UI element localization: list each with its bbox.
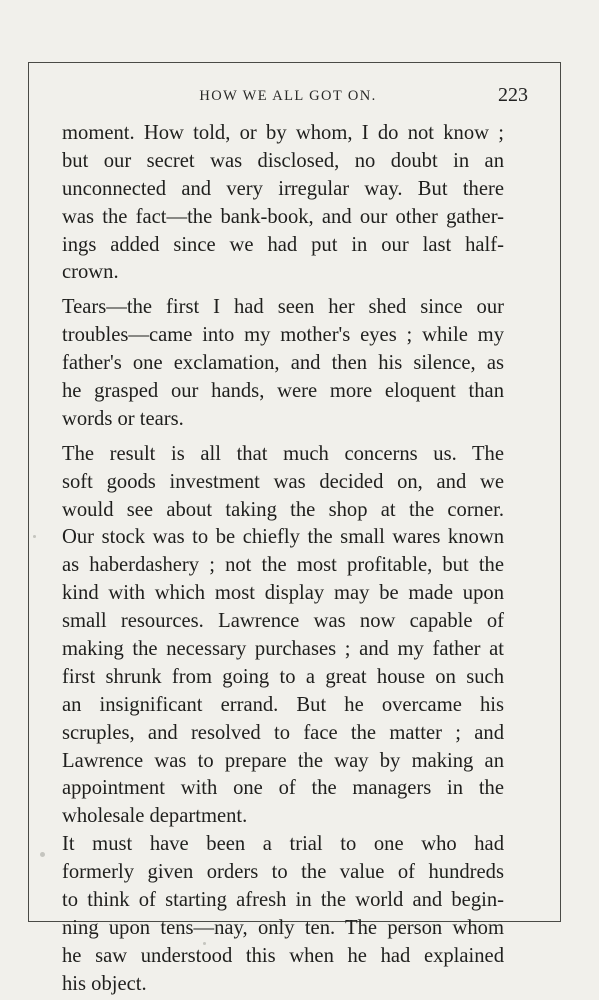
text-line: kind with which most display may be made upon: [62, 582, 504, 605]
text-line: soft goods investment was decided on, and we: [62, 470, 504, 493]
text-line: ings added since we had put in our last half-: [62, 233, 504, 256]
page-header: [62, 84, 528, 112]
text-line: moment. How told, or by whom, I do not know ;: [62, 122, 504, 144]
text-line: troubles—came into my mother's eyes ; while my: [62, 324, 504, 347]
text-line: was the fact—the bank-book, and our other gather-: [62, 205, 504, 228]
text-line: making the necessary purchases ; and my father at: [62, 638, 504, 661]
paragraph: [62, 120, 504, 287]
text-line: It must have been a trial to one who had: [62, 833, 504, 856]
text-line: Lawrence was to prepare the way by making an: [62, 749, 504, 772]
text-line: unconnected and very irregular way. But there: [62, 177, 504, 200]
text-line: to think of starting afresh in the world and begin-: [62, 889, 504, 912]
paper-speck: [203, 942, 206, 945]
text-line: words or tears.: [62, 407, 184, 430]
text-line: small resources. Lawrence was now capable of: [62, 610, 504, 633]
text-line: Tears—the first I had seen her shed since our: [62, 296, 504, 319]
paragraph: [62, 294, 504, 433]
text-line: his object.: [62, 972, 147, 995]
paragraph: [62, 831, 504, 998]
text-line: but our secret was disclosed, no doubt in an: [62, 149, 504, 172]
text-line: The result is all that much concerns us. The: [62, 442, 504, 465]
text-line: first shrunk from going to a great house on such: [62, 665, 504, 688]
text-line: wholesale department.: [62, 805, 248, 828]
text-line: scruples, and resolved to face the matter ; and: [62, 721, 504, 744]
text-line: an insignificant errand. But he overcame his: [62, 693, 504, 716]
page-number: 223: [498, 84, 528, 106]
text-line: he saw understood this when he had explained: [62, 944, 504, 967]
paper-speck: [40, 852, 45, 857]
text-line: ning upon tens—nay, only ten. The person whom: [62, 916, 504, 939]
running-head: HOW WE ALL GOT ON.: [199, 88, 377, 104]
text-line: formerly given orders to the value of hundreds: [62, 861, 504, 884]
text-line: as haberdashery ; not the most profitable, but the: [62, 554, 504, 577]
text-line: would see about taking the shop at the corner.: [62, 498, 504, 521]
text-line: father's one exclamation, and then his silence, as: [62, 352, 504, 375]
text-line: he grasped our hands, were more eloquent than: [62, 380, 504, 403]
text-line: crown.: [62, 261, 119, 284]
text-line: appointment with one of the managers in the: [62, 777, 504, 800]
text-line: Our stock was to be chiefly the small wares known: [62, 526, 504, 549]
body-text: [62, 120, 504, 999]
paragraph: [62, 441, 504, 831]
paper-speck: [33, 535, 36, 538]
